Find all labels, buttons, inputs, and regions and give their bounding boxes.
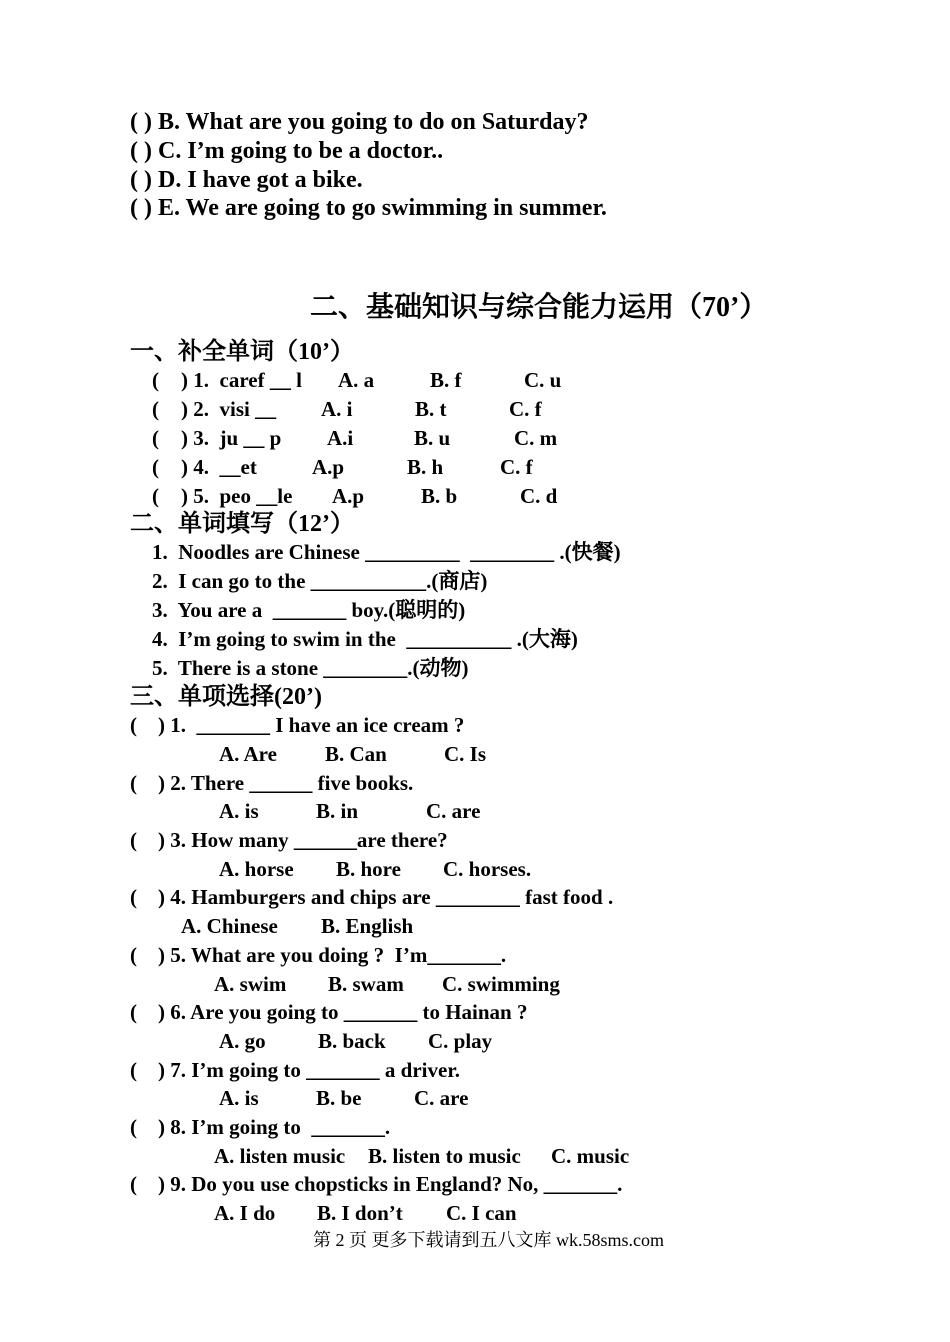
option-c: C. are bbox=[414, 1086, 469, 1110]
option-a: A. go bbox=[219, 1029, 266, 1053]
question-paren: ( bbox=[130, 1058, 137, 1082]
question-paren: ( bbox=[130, 943, 137, 967]
section-heading-complete-words: 一、补全单词（10’） bbox=[130, 339, 354, 365]
section-heading-single-choice: 三、单项选择(20’) bbox=[130, 684, 322, 710]
question-paren: ( bbox=[130, 713, 137, 737]
mc-question-3: ) 3. How many ______are there? bbox=[158, 828, 448, 852]
option-a: A. swim bbox=[214, 972, 287, 996]
option-b: B. f bbox=[430, 368, 462, 392]
option-b: B. in bbox=[316, 799, 359, 823]
question-text: ) 5. peo __le bbox=[181, 484, 293, 508]
option-b: B. hore bbox=[336, 857, 401, 881]
option-b: B. h bbox=[407, 455, 444, 479]
question-paren: ( bbox=[152, 484, 159, 508]
question-text: ) 4. __et bbox=[181, 455, 257, 479]
option-b: B. I don’t bbox=[317, 1201, 403, 1225]
option-c: C. d bbox=[520, 484, 558, 508]
option-c: C. play bbox=[428, 1029, 493, 1053]
option-b: B. be bbox=[316, 1086, 362, 1110]
mc-question-7: ) 7. I’m going to _______ a driver. bbox=[158, 1058, 460, 1082]
option-c: C. swimming bbox=[442, 972, 560, 996]
option-b: B. English bbox=[321, 914, 414, 938]
question-paren: ( bbox=[130, 828, 137, 852]
option-a: A. I do bbox=[214, 1201, 276, 1225]
option-b: B. back bbox=[318, 1029, 386, 1053]
option-a: A. Are bbox=[219, 742, 277, 766]
question-paren: ( bbox=[152, 426, 159, 450]
question-paren: ( bbox=[130, 1115, 137, 1139]
option-c: C. I can bbox=[446, 1201, 517, 1225]
mc-question-9: ) 9. Do you use chopsticks in England? No, _______. bbox=[158, 1172, 623, 1196]
fill-item-1: 1. Noodles are Chinese _________ ________ .(快餐) bbox=[152, 540, 621, 564]
option-c: C. Is bbox=[444, 742, 487, 766]
option-a: A.p bbox=[312, 455, 345, 479]
option-a: A.p bbox=[332, 484, 365, 508]
option-a: A. listen music bbox=[214, 1144, 346, 1168]
question-paren: ( bbox=[130, 1172, 137, 1196]
option-c: C. m bbox=[514, 426, 558, 450]
mc-question-8: ) 8. I’m going to _______. bbox=[158, 1115, 391, 1139]
fill-item-3: 3. You are a _______ boy.(聪明的) bbox=[152, 598, 466, 622]
section-heading-fill-words: 二、单词填写（12’） bbox=[130, 511, 354, 537]
part-title: 二、基础知识与综合能力运用（70’） bbox=[310, 292, 768, 323]
page-footer: 第 2 页 更多下载请到五八文库 wk.58sms.com bbox=[313, 1230, 664, 1250]
fill-item-2: 2. I can go to the ___________.(商店) bbox=[152, 569, 488, 593]
fill-item-4: 4. I’m going to swim in the __________ .(大海) bbox=[152, 627, 578, 651]
question-paren: ( bbox=[130, 771, 137, 795]
question-text: ) 3. ju __ p bbox=[181, 426, 282, 450]
matching-item-c: ( ) C. I’m going to be a doctor.. bbox=[130, 138, 444, 164]
option-a: A.i bbox=[327, 426, 354, 450]
mc-question-2: ) 2. There ______ five books. bbox=[158, 771, 414, 795]
option-c: C. f bbox=[509, 397, 542, 421]
option-a: A. is bbox=[219, 1086, 259, 1110]
option-b: B. b bbox=[421, 484, 458, 508]
mc-question-1: ) 1. _______ I have an ice cream ? bbox=[158, 713, 465, 737]
mc-question-4: ) 4. Hamburgers and chips are ________ fast food . bbox=[158, 885, 614, 909]
fill-item-5: 5. There is a stone ________.(动物) bbox=[152, 656, 469, 680]
matching-item-b: ( ) B. What are you going to do on Saturday? bbox=[130, 109, 589, 135]
option-a: A. is bbox=[219, 799, 259, 823]
mc-question-6: ) 6. Are you going to _______ to Hainan ? bbox=[158, 1000, 528, 1024]
option-b: B. swam bbox=[328, 972, 404, 996]
question-paren: ( bbox=[152, 397, 159, 421]
question-paren: ( bbox=[130, 885, 137, 909]
matching-item-d: ( ) D. I have got a bike. bbox=[130, 167, 363, 193]
question-paren: ( bbox=[152, 455, 159, 479]
question-text: ) 1. caref __ l bbox=[181, 368, 302, 392]
option-b: B. listen to music bbox=[368, 1144, 521, 1168]
option-b: B. Can bbox=[325, 742, 387, 766]
question-text: ) 2. visi __ bbox=[181, 397, 277, 421]
option-c: C. are bbox=[426, 799, 481, 823]
mc-question-5: ) 5. What are you doing ? I’m_______. bbox=[158, 943, 507, 967]
option-b: B. u bbox=[414, 426, 451, 450]
matching-item-e: ( ) E. We are going to go swimming in summer. bbox=[130, 195, 607, 221]
option-c: C. music bbox=[551, 1144, 630, 1168]
option-c: C. f bbox=[500, 455, 533, 479]
option-a: A. i bbox=[321, 397, 353, 421]
option-a: A. a bbox=[338, 368, 375, 392]
option-a: A. horse bbox=[219, 857, 294, 881]
option-c: C. horses. bbox=[443, 857, 532, 881]
question-paren: ( bbox=[152, 368, 159, 392]
option-a: A. Chinese bbox=[181, 914, 278, 938]
option-b: B. t bbox=[415, 397, 447, 421]
option-c: C. u bbox=[524, 368, 562, 392]
question-paren: ( bbox=[130, 1000, 137, 1024]
